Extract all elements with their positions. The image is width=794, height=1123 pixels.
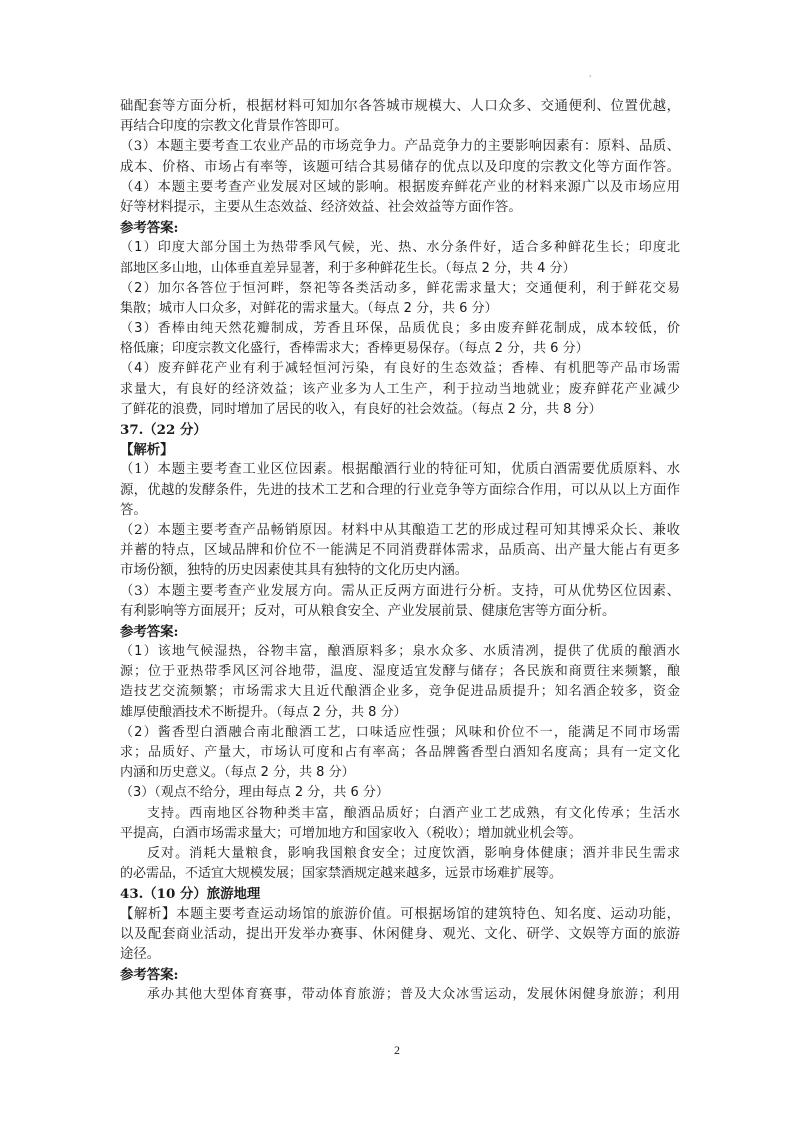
text-line: 础配套等方面分析，根据材料可知加尔各答城市规模大、人口众多、交通便利、位置优越， [120, 99, 680, 114]
text-line: 途径。 [120, 946, 161, 962]
text-line: 平提高，白酒市场需求量大；可增加地方和国家收入（税收）；增加就业机会等。 [120, 825, 582, 841]
text-line: 内涵和历史意义。（每点 2 分，共 8 分） [120, 765, 355, 781]
text-line: 答。 [120, 502, 147, 518]
text-line: 反对。消耗大量粮食，影响我国粮食安全；过度饮酒，影响身体健康；酒并非民生需求 [147, 845, 680, 861]
text-line: 市场份额，独特的历史因素使其具有独特的文化历史内涵。 [120, 563, 469, 579]
page-number: 2 [394, 1043, 400, 1057]
text-line: （4）本题主要考查产业发展对区域的影响。根据废弃鲜花产业的材料来源广以及市场应用 [120, 179, 680, 195]
text-line: 了鲜花的浪费，同时增加了居民的收入，有良好的社会效益。（每点 2 分，共 8 分） [120, 401, 602, 417]
text-line: 的必需品，不适宜大规模发展；国家禁酒规定越来越多，远景市场难扩展等。 [120, 866, 563, 882]
text-line: 参考答案: [120, 623, 179, 640]
text-line: 好等材料提示，主要从生态效益、经济效益、社会效益等方面作答。 [120, 199, 522, 215]
text-line: （1）本题主要考查工业区位因素。根据酿酒行业的特征可知，优质白酒需要优质原料、水 [120, 462, 680, 478]
text-line: 承办其他大型体育赛事，带动体育旅游；普及大众冰雪运动，发展休闲健身旅游；利用 [147, 987, 680, 1003]
text-line: 源；位于亚热带季风区河谷地带，温度、湿度适宜发酵与储存；各民族和商贾往来频繁，酿 [120, 664, 680, 680]
text-line: 源，优越的发酵条件，先进的技术工艺和合理的行业竞争等方面综合作用，可以从以上方面作 [120, 482, 680, 498]
text-line: （3）本题主要考查产业发展方向。需从正反两方面进行分析。支持，可从优势区位因素、 [120, 583, 680, 599]
text-line: 格低廉；印度宗教文化盛行，香棒需求大；香棒更易保存。（每点 2 分，共 6 分） [120, 341, 589, 357]
text-line: 成本、价格、市场占有率等，该题可结合其易储存的优点以及印度的宗教文化等方面作答。 [120, 159, 680, 175]
text-line: （1）印度大部分国土为热带季风气候，光、热、水分条件好，适合多种鲜花生长；印度北 [120, 240, 680, 256]
text-line: 43.（10 分）旅游地理 [120, 886, 261, 903]
text-line: 部地区多山地，山体垂直差异显著，利于多种鲜花生长。（每点 2 分，共 4 分） [120, 260, 576, 276]
text-line: 集散；城市人口众多，对鲜花的需求量大。（每点 2 分，共 6 分） [120, 300, 498, 316]
text-line: 支持。西南地区谷物种类丰富，酿酒品质好；白酒产业工艺成熟，有文化传承；生活水 [147, 805, 680, 821]
text-line: 37.（22 分） [120, 422, 207, 438]
text-line: （2）本题主要考查产品畅销原因。材料中从其酿造工艺的形成过程可知其博采众长、兼收 [120, 522, 680, 538]
answer-content [120, 97, 680, 1005]
text-line: 【解析】 [120, 442, 174, 459]
text-line: 参考答案: [120, 220, 179, 237]
text-line: 求量大，有良好的经济效益；该产业多为人工生产，利于拉动当地就业；废弃鲜花产业减少 [120, 381, 680, 397]
text-line: （3）（观点不给分，理由每点 2 分，共 6 分） [120, 785, 389, 801]
text-line: （4）废弃鲜花产业有利于减轻恒河污染，有良好的生态效益；香棒、有机肥等产品市场需 [120, 361, 680, 377]
header-mark: ' [589, 74, 592, 83]
text-line: （1）该地气候湿热，谷物丰富，酿酒原料多；泉水众多、水质清冽，提供了优质的酿酒水 [120, 644, 680, 660]
text-line: 并蓄的特点，区域品牌和价位不一能满足不同消费群体需求，品质高、出产量大能占有更多 [120, 543, 680, 559]
text-line: （3）本题主要考查工农业产品的市场竞争力。产品竞争力的主要影响因素有：原料、品质、 [120, 139, 680, 155]
text-line: （2）酱香型白酒融合南北酿酒工艺，口味适应性强；风味和价位不一，能满足不同市场需 [120, 724, 680, 740]
text-line: 求；品质好、产量大，市场认可度和占有率高；各品牌酱香型白酒知名度高；具有一定文化 [120, 745, 680, 760]
text-line: （2）加尔各答位于恒河畔，祭祀等各类活动多，鲜花需求量大；交通便利，利于鲜花交易 [120, 280, 680, 296]
text-line: 有利影响等方面展开；反对，可从粮食安全、产业发展前景、健康危害等方面分析。 [120, 603, 616, 619]
text-line: 造技艺交流频繁；市场需求大且近代酿酒企业多，竞争促进品质提升；知名酒企较多，资金 [120, 684, 680, 700]
text-line: （3）香棒由纯天然花瓣制成，芳香且环保，品质优良；多由废弃鲜花制成，成本较低，价 [120, 321, 680, 337]
text-line: 再结合印度的宗教文化背景作答即可。 [120, 119, 348, 135]
text-line: 参考答案: [120, 967, 179, 984]
text-line: 雄厚使酿酒技术不断提升。（每点 2 分，共 8 分） [120, 704, 407, 720]
text-line: 【解析】本题主要考查运动场馆的旅游价值。可根据场馆的建筑特色、知名度、运动功能， [120, 906, 680, 922]
text-line: 以及配套商业活动，提出开发举办赛事、休闲健身、观光、文化、研学、文娱等方面的旅游 [120, 926, 680, 942]
